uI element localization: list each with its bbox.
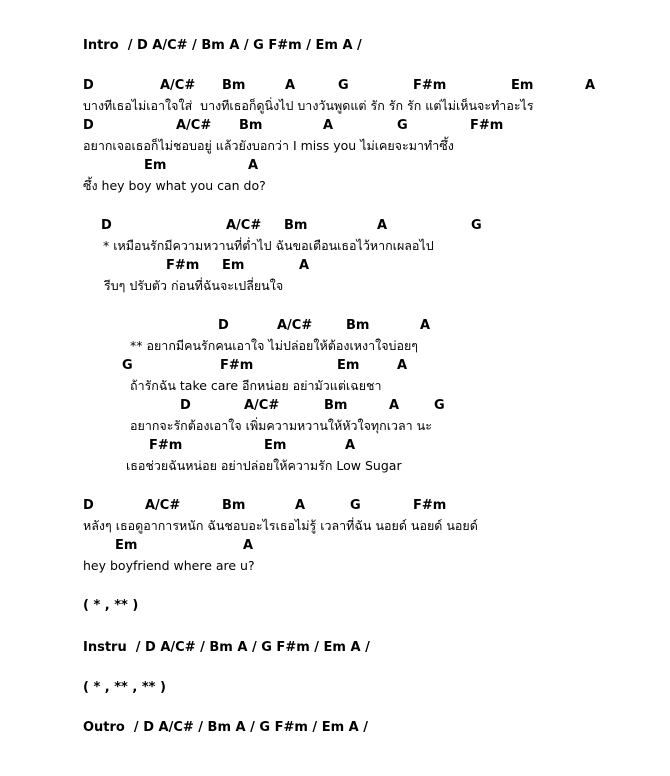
chord: A/C# — [277, 318, 313, 333]
chorus-lyric-line-4: เธอช่วยฉันหน่อย อย่าปล่อยให้ความรัก Low Sugar — [126, 458, 402, 473]
chord: D — [83, 78, 94, 93]
chord: Bm — [222, 78, 246, 93]
chord: F#m — [166, 258, 200, 273]
chord: Bm — [346, 318, 370, 333]
repeat-marker-2: ( * , ** , ** ) — [83, 680, 166, 695]
chord: Bm — [239, 118, 263, 133]
chord: A — [285, 78, 296, 93]
chord: D — [83, 118, 94, 133]
chord: A — [248, 158, 259, 173]
verse2-lyric-line-1: หลังๆ เธอดูอาการหนัก ฉันชอบอะไรเธอไม่รู้ เวลาที่ฉัน นอยด์ นอยด์ นอยด์ — [83, 518, 478, 533]
chord: G — [397, 118, 408, 133]
prechorus-lyric-line-1: * เหมือนรักมีความหวานที่ต่ำไป ฉันขอเตือนเธอไว้หากเผลอไป — [103, 238, 434, 253]
chord: A — [295, 498, 306, 513]
chord: A — [389, 398, 400, 413]
repeat-marker-1: ( * , ** ) — [83, 598, 139, 613]
chord: G — [434, 398, 445, 413]
chord: F#m — [220, 358, 254, 373]
verse2-lyric-line-2: hey boyfriend where are u? — [83, 558, 255, 573]
chord: D — [83, 498, 94, 513]
chord: A/C# — [244, 398, 280, 413]
chord: D — [101, 218, 112, 233]
outro-line: Outro / D A/C# / Bm A / G F#m / Em A / — [83, 720, 368, 735]
chord: A — [397, 358, 408, 373]
chord: A — [323, 118, 334, 133]
chord: G — [122, 358, 133, 373]
chord: F#m — [413, 498, 447, 513]
chord: F#m — [149, 438, 183, 453]
chord: A — [585, 78, 596, 93]
chord: A — [420, 318, 431, 333]
chorus-lyric-line-3: อยากจะรักต้องเอาใจ เพิ่มความหวานให้หัวใจทุกเวลา นะ — [130, 418, 432, 433]
chord: A — [299, 258, 310, 273]
chord: D — [218, 318, 229, 333]
chord: F#m — [413, 78, 447, 93]
chord: D — [180, 398, 191, 413]
verse-lyric-line-3: ซึ้ง hey boy what you can do? — [83, 178, 266, 193]
chord: A/C# — [160, 78, 196, 93]
chord: A — [345, 438, 356, 453]
chord: Em — [264, 438, 287, 453]
chorus-lyric-line-1: ** อยากมีคนรักคนเอาใจ ไม่ปล่อยให้ต้องเหงาใจบ่อยๆ — [130, 338, 418, 353]
verse-lyric-line-1: บางทีเธอไม่เอาใจใส่ บางทีเธอก็ดูนิ่งไป บางวันพูดแต่ รัก รัก รัก แต่ไม่เห็นจะทำอะไร — [83, 98, 534, 113]
chord: A — [377, 218, 388, 233]
instru-line: Instru / D A/C# / Bm A / G F#m / Em A / — [83, 640, 370, 655]
prechorus-lyric-line-2: รีบๆ ปรับตัว ก่อนที่ฉันจะเปลี่ยนใจ — [104, 278, 284, 293]
chord: A/C# — [176, 118, 212, 133]
chord: Em — [222, 258, 245, 273]
verse-lyric-line-2: อยากเจอเธอก็ไม่ชอบอยู่ แล้วยังบอกว่า I miss you ไม่เคยจะมาทำซึ้ง — [83, 138, 454, 153]
chord: A — [243, 538, 254, 553]
chord: G — [338, 78, 349, 93]
chord: Em — [511, 78, 534, 93]
chord: F#m — [470, 118, 504, 133]
chord: Bm — [324, 398, 348, 413]
chord: Bm — [222, 498, 246, 513]
chord: A/C# — [226, 218, 262, 233]
chord: Em — [337, 358, 360, 373]
chord: Em — [115, 538, 138, 553]
chord: G — [471, 218, 482, 233]
chorus-lyric-line-2: ถ้ารักฉัน take care อีกหน่อย อย่ามัวแต่เฉยชา — [130, 378, 382, 393]
chord: G — [350, 498, 361, 513]
chord: A/C# — [145, 498, 181, 513]
chord: Em — [144, 158, 167, 173]
chord: Bm — [284, 218, 308, 233]
intro-line: Intro / D A/C# / Bm A / G F#m / Em A / — [83, 38, 362, 53]
